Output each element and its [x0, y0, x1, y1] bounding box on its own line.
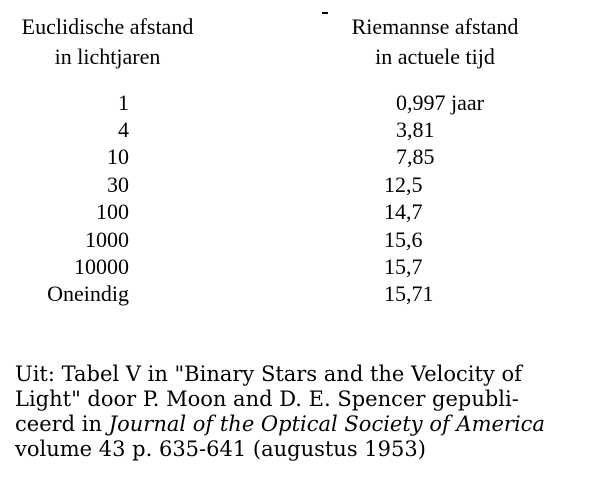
header-euclidean-line-2: in lichtjaren: [54, 44, 161, 69]
caption-line-3-prefix: ceerd in: [15, 412, 109, 436]
riemann-value: 0,997 jaar: [396, 90, 484, 115]
euclidean-value: 1000: [85, 227, 129, 252]
riemann-value: 7,85: [396, 144, 435, 169]
euclidean-value: 30: [107, 172, 129, 197]
caption-line-3: [15, 412, 600, 437]
riemann-value: 15,6: [384, 227, 423, 252]
caption-line-1: Uit: Tabel V in "Binary Stars and the Velocity of: [15, 362, 522, 386]
header-euclidean: [5, 12, 210, 72]
euclidean-value: 4: [118, 117, 129, 142]
riemann-value: 3,81: [396, 117, 435, 142]
riemann-value: 12,5: [384, 172, 423, 197]
riemann-value: 15,71: [384, 281, 434, 306]
euclidean-value: Oneindig: [47, 281, 129, 306]
euclidean-value: 1: [118, 90, 129, 115]
header-euclidean-line-1: Euclidische afstand: [21, 14, 194, 39]
caption-line-2: Light" door P. Moon and D. E. Spencer gepubli-: [15, 387, 519, 411]
euclidean-value: 100: [96, 199, 129, 224]
riemann-value: 14,7: [384, 199, 423, 224]
header-riemann-line-1: Riemannse afstand: [351, 14, 519, 39]
riemann-value: 15,7: [384, 254, 423, 279]
euclidean-value: 10000: [74, 254, 129, 279]
source-caption: [15, 362, 600, 462]
euclidean-value: 10: [107, 144, 129, 169]
header-riemann: [320, 12, 550, 72]
header-riemann-line-2: in actuele tijd: [375, 44, 495, 69]
caption-line-4: volume 43 p. 635-641 (augustus 1953): [15, 437, 426, 461]
journal-title: Journal of the Optical Society of America: [108, 412, 545, 436]
